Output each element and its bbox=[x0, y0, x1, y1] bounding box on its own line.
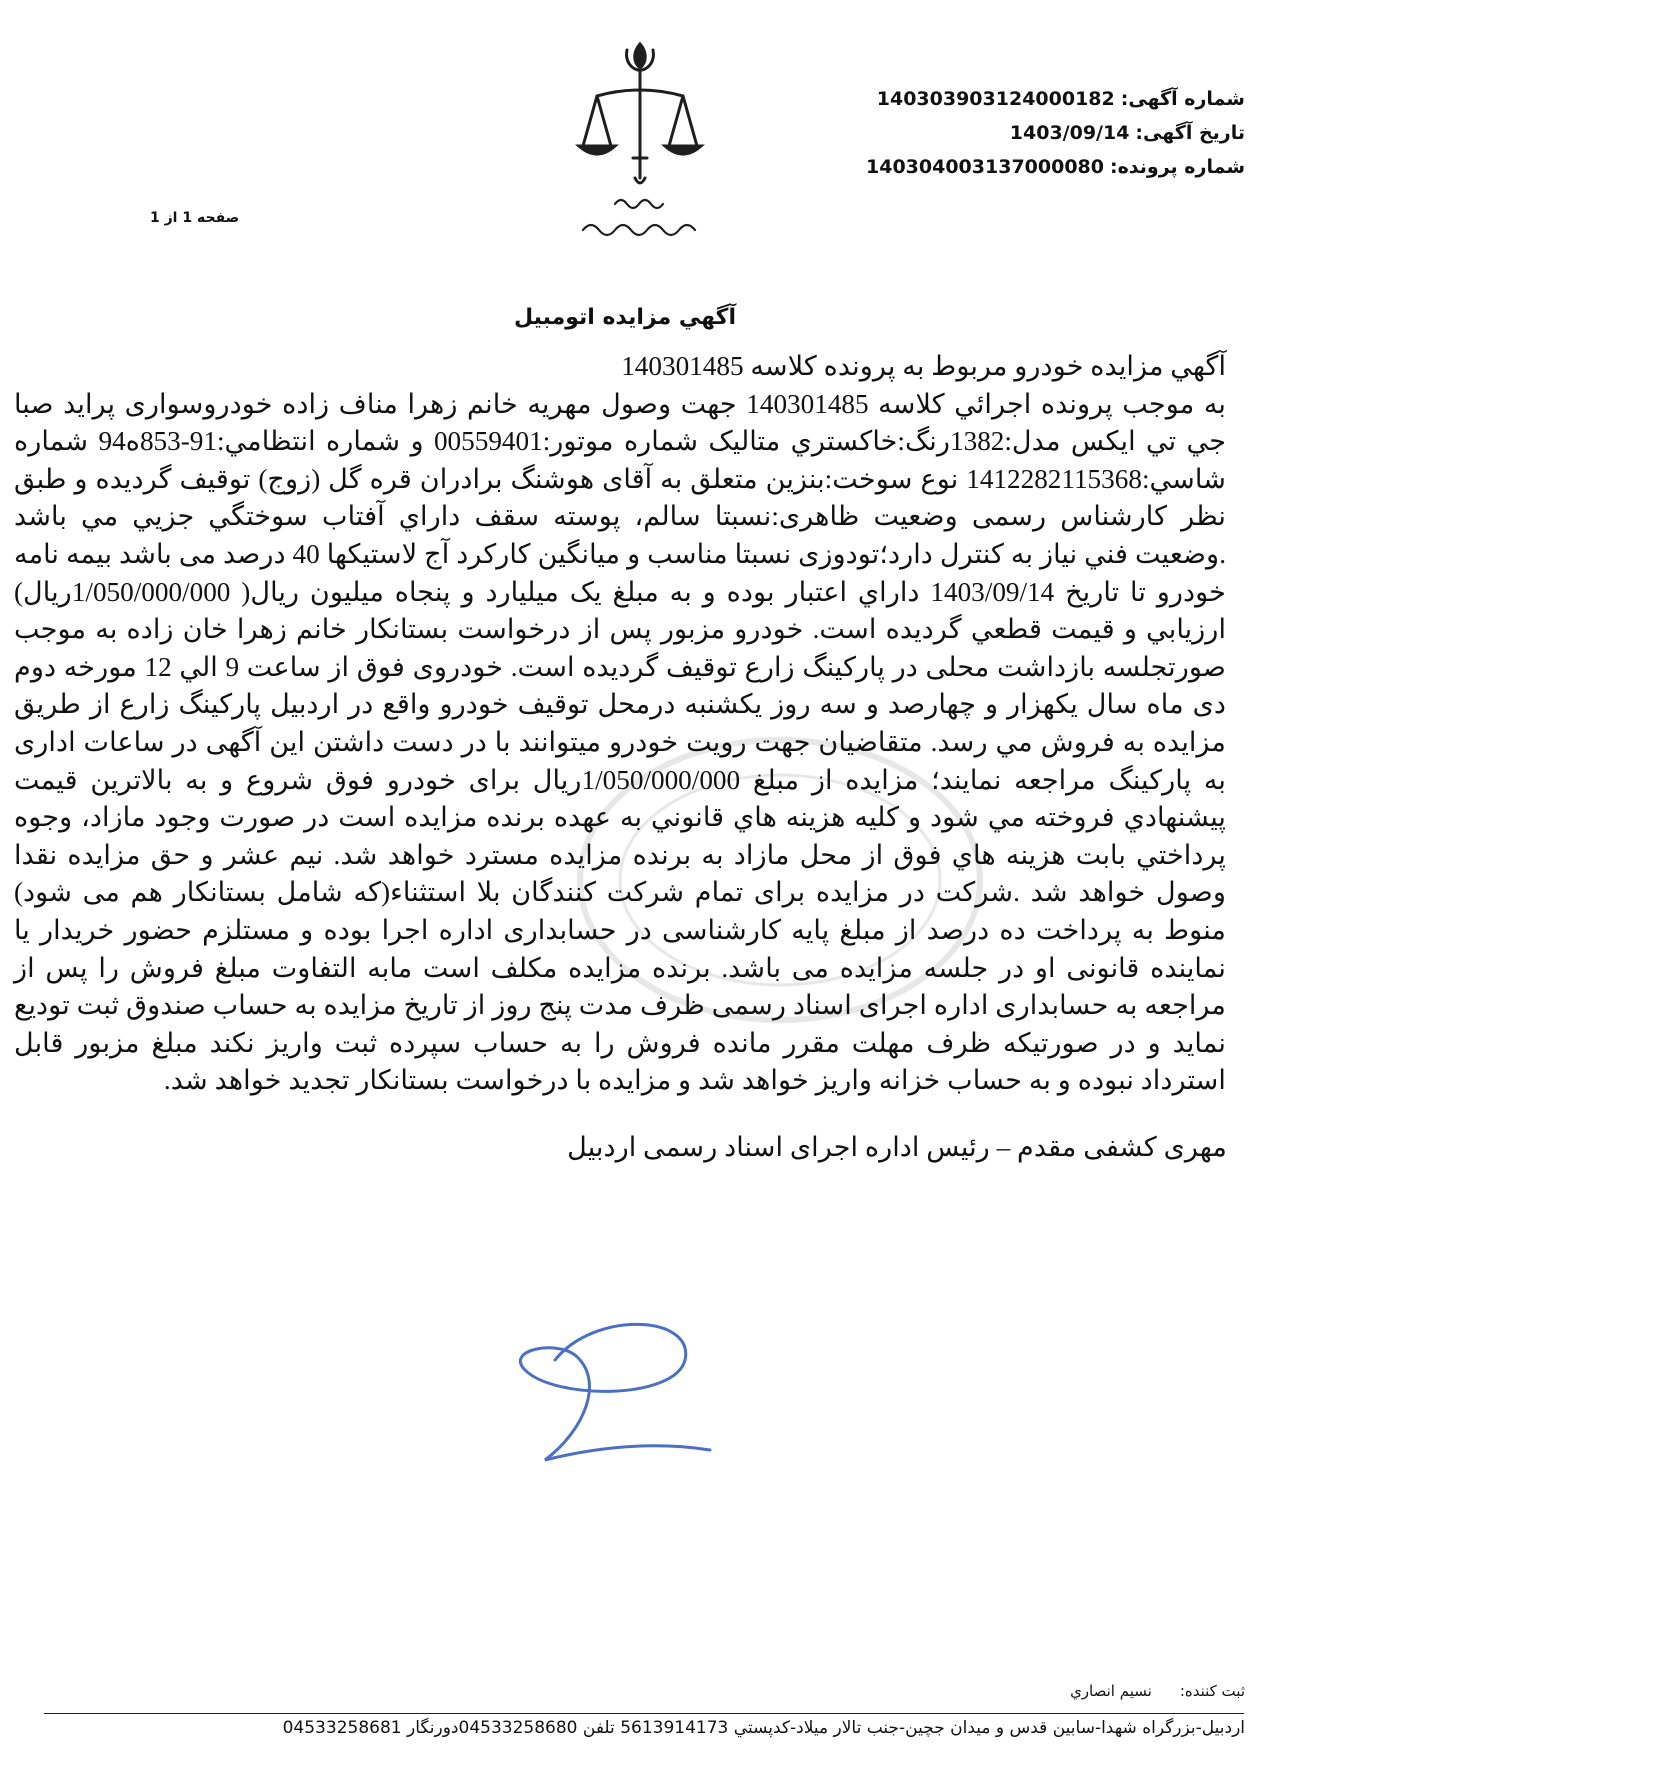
document-title: آگهي مزايده اتومبيل bbox=[513, 305, 737, 330]
signatory-line: مهری كشفی مقدم – رئيس اداره اجرای اسناد رسمی اردبيل bbox=[567, 1132, 1227, 1162]
notice-date-row bbox=[825, 116, 1245, 150]
registrar bbox=[1070, 1682, 1245, 1700]
notice-number: 140303903124000182 bbox=[876, 88, 1115, 110]
registrar-name: نسيم انصاري bbox=[1070, 1682, 1152, 1700]
page-indicator: صفحه 1 از 1 bbox=[150, 210, 240, 226]
registrar-label: ثبت كننده: bbox=[1179, 1682, 1245, 1700]
handwritten-signature-icon bbox=[495, 1300, 725, 1490]
notice-number-row bbox=[825, 82, 1245, 116]
case-number-row bbox=[825, 150, 1245, 184]
notice-number-label: شماره آگهی: bbox=[1120, 88, 1245, 110]
judiciary-emblem-icon bbox=[575, 38, 705, 243]
notice-date: 1403/09/14 bbox=[1009, 122, 1130, 144]
case-number: 140304003137000080 bbox=[866, 156, 1104, 178]
document-body bbox=[14, 348, 1226, 1100]
footer-address: اردبيل-بزرگراه شهدا-سابين قدس و ميدان جچين-جنب تالار ميلاد-كدپستي 5613914173 تلفن 04533258680دورنگار 04533258681 bbox=[282, 1718, 1245, 1738]
body-heading-line: آگهي مزايده خودرو مربوط به پرونده كلاسه 140301485 bbox=[621, 351, 1226, 381]
notice-date-label: تاریخ آگهی: bbox=[1135, 122, 1245, 144]
case-number-label: شماره پرونده: bbox=[1109, 156, 1245, 178]
body-paragraph: به موجب پرونده اجرائي كلاسه 140301485 جهت وصول مهريه خانم زهرا مناف زاده خودروسواری پرايد صبا جي تي ايكس مدل:1382رنگ:خاكستري متاليک شماره موتور:00559401 و شماره انتظامي:91-853ه94 شماره شاسي:1412282115368 نوع سوخت:بنزين متعلق به آقای هوشنگ برادران قره گل (زوج) توقيف گرديده و طبق نظر كارشناس رسمی وضعيت ظاهری:نسبتا سالم، پوسته سقف داراي آفتاب سوختگي جزيي مي باشد .وضعيت فني نياز به كنترل دارد؛تودوزی نسبتا مناسب و ميانگين كاركرد آج لاستيكها 40 درصد می باشد بيمه نامه خودرو تا تاريخ 1403/09/14 داراي اعتبار بوده و به مبلغ يک ميليارد و پنجاه ميليون ريال( 1/050/000/000ريال) ارزيابي و قيمت قطعي گرديده است. خودرو مزبور پس از درخواست بستانكار خانم زهرا خان زاده به موجب صورتجلسه بازداشت محلی در پاركينگ زارع توقيف گرديده است. خودروی فوق از ساعت 9 الي 12 مورخه دوم دی ماه سال يكهزار و چهارصد و سه روز يكشنبه درمحل توقيف خودرو واقع در اردبيل پاركينگ زارع از طريق مزايده به فروش مي رسد. متقاضيان جهت رويت خودرو ميتوانند با در دست داشتن اين آگهی در ساعات اداری به پاركينگ مراجعه نمايند؛ مزايده از مبلغ 1/050/000/000ريال برای خودرو فوق شروع و به بالاترين قيمت پيشنهادي فروخته مي شود و كليه هزينه هاي قانوني به عهده برنده مزايده است در صورت وجود مازاد، وجوه پرداختي بابت هزينه هاي فوق از محل مازاد به برنده مزايده مسترد خواهد شد. نيم عشر و حق مزايده نقدا وصول خواهد شد .شركت در مزايده برای تمام شركت كنندگان بلا استثناء(كه شامل بستانكار هم می شود) منوط به پرداخت ده درصد از مبلغ پايه كارشناسی در حسابداری اداره اجرا بوده و مستلزم حضور خريدار يا نماينده قانونی او در جلسه مزايده می باشد. برنده مزايده مكلف است مابه التفاوت مبلغ فروش را پس از مراجعه به حسابداری اداره اجرای اسناد رسمی ظرف مدت پنج روز از تاريخ مزايده به حساب صندوق ثبت توديع نمايد و در صورتيكه ظرف مهلت مقرر مانده فروش را به حساب سپرده ثبت واريز نكند مبلغ مزبور قابل استرداد نبوده و به حساب خزانه واريز خواهد شد و مزايده با درخواست بستانكار تجديد خواهد شد. bbox=[14, 388, 1227, 1096]
notice-meta bbox=[825, 82, 1245, 184]
footer-divider bbox=[44, 1713, 1244, 1714]
